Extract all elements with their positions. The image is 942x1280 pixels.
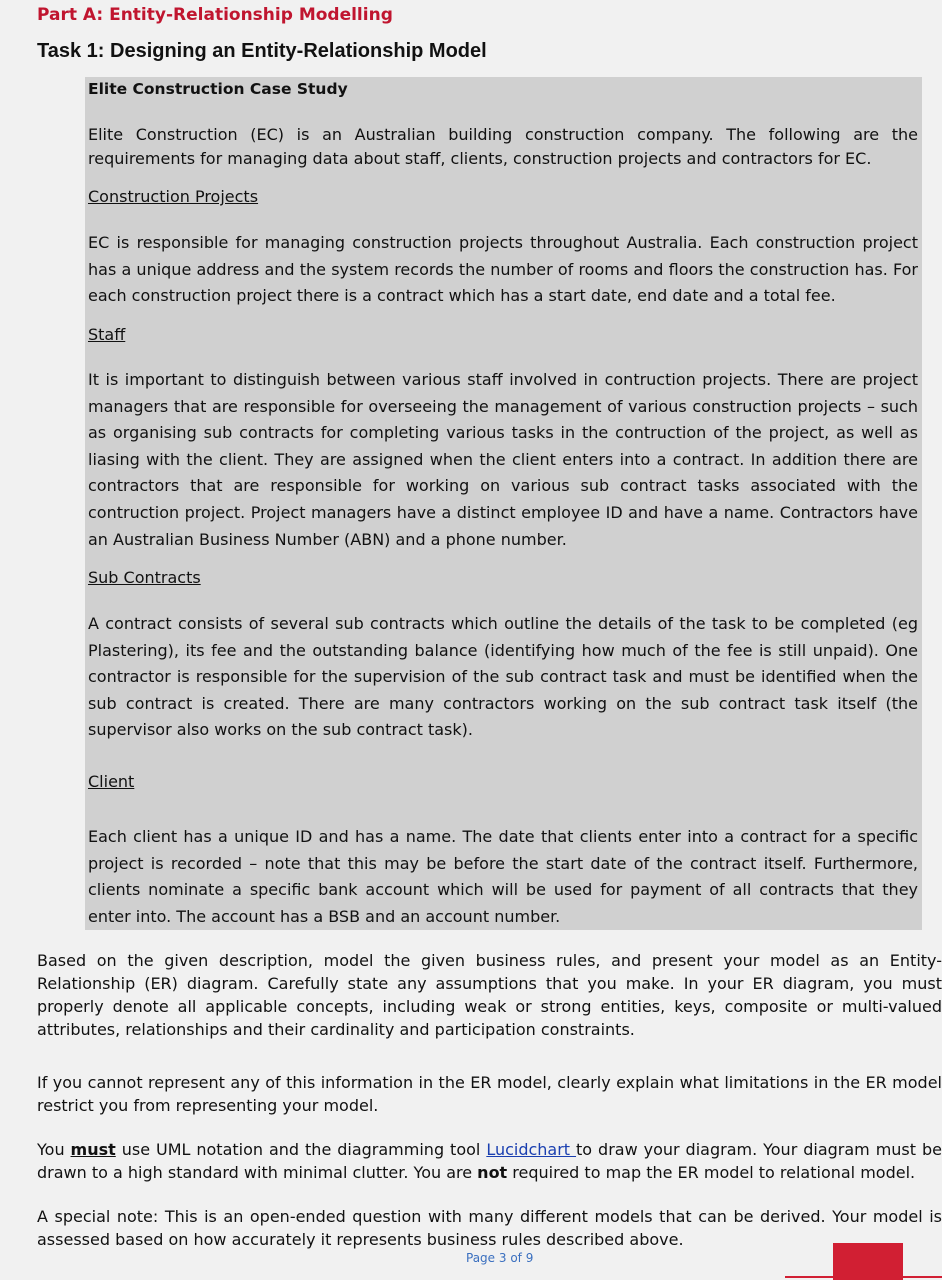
section-body-client: Each client has a unique ID and has a name. The date that clients enter into a contract for a specific project is recorded – note that this may be before the start date of the contract itself. Furthermore, clients nominate a specific bank account which will be used for payment of all contracts that they enter into. The account has a BSB and an account number. xyxy=(88,827,918,926)
section-heading-staff: Staff xyxy=(88,325,126,344)
section-heading-client: Client xyxy=(88,772,135,791)
section-body-construction-projects: EC is responsible for managing construction projects throughout Australia. Each construction project has a unique address and the system records the number of rooms and floors the construction has. For each construction project there is a contract which has a start date, end date and a total fee. xyxy=(88,233,918,305)
part-heading: Part A: Entity-Relationship Modelling xyxy=(37,5,393,25)
case-study-title: Elite Construction Case Study xyxy=(88,80,348,98)
instruction-paragraph-4: A special note: This is an open-ended question with many different models that can be derived. Your model is assessed based on how accurately it represents business rules described above. xyxy=(37,1207,942,1249)
section-body-sub-contracts: A contract consists of several sub contracts which outline the details of the task to be completed (eg Plastering), its fee and the outstanding balance (identifying how much of the fee is still unpaid). One contractor is responsible for the supervision of the sub contract task and must be identified when the sub contract is created. There are many contractors working on the sub contract task itself (the supervisor also works on the sub contract task). xyxy=(88,614,918,740)
instruction-text-segment: You xyxy=(37,1140,71,1159)
footer-red-rule xyxy=(785,1276,942,1278)
instruction-text-segment: use UML notation and the diagramming tool xyxy=(115,1140,487,1159)
section-heading-sub-contracts: Sub Contracts xyxy=(88,568,201,587)
instruction-paragraph-3 xyxy=(37,1138,942,1184)
emphasis-must: must xyxy=(70,1140,116,1159)
emphasis-not: not xyxy=(477,1163,508,1182)
task-heading: Task 1: Designing an Entity-Relationship Model xyxy=(37,40,487,62)
section-body-staff: It is important to distinguish between various staff involved in contruction projects. There are project managers that are responsible for overseeing the management of various construction projects – such as organising sub contracts for completing various tasks in the contruction of the project, as well as liasing with the client. They are assigned when the client enters into a contract. In addition there are contractors that are responsible for working on various sub contract tasks associated with the contruction project. Project managers have a distinct employee ID and have a name. Contractors have an Australian Business Number (ABN) and a phone number. xyxy=(88,370,918,549)
instruction-paragraph-2: If you cannot represent any of this information in the ER model, clearly explain what limitations in the ER model restrict you from representing your model. xyxy=(37,1073,942,1115)
instruction-text-segment: to draw your diagram. Your diagram must be drawn to a high standard with minimal clutter. You are xyxy=(37,1140,942,1182)
section-heading-construction-projects: Construction Projects xyxy=(88,187,259,206)
instruction-paragraph-1: Based on the given description, model the given business rules, and present your model as an Entity-Relationship (ER) diagram. Carefully state any assumptions that you make. In your ER diagram, you must properly denote all applicable concepts, including weak or strong entities, keys, composite or multi-valued attributes, relationships and their cardinality and participation constraints. xyxy=(37,951,942,1039)
case-study-intro: Elite Construction (EC) is an Australian building construction company. The following are the requirements for managing data about staff, clients, construction projects and contractors for EC. xyxy=(88,125,918,168)
page-number: Page 3 of 9 xyxy=(466,1251,534,1265)
instruction-text-segment: required to map the ER model to relational model. xyxy=(507,1163,916,1182)
footer-red-block xyxy=(833,1243,903,1280)
lucidchart-link[interactable]: Lucidchart xyxy=(486,1140,577,1159)
